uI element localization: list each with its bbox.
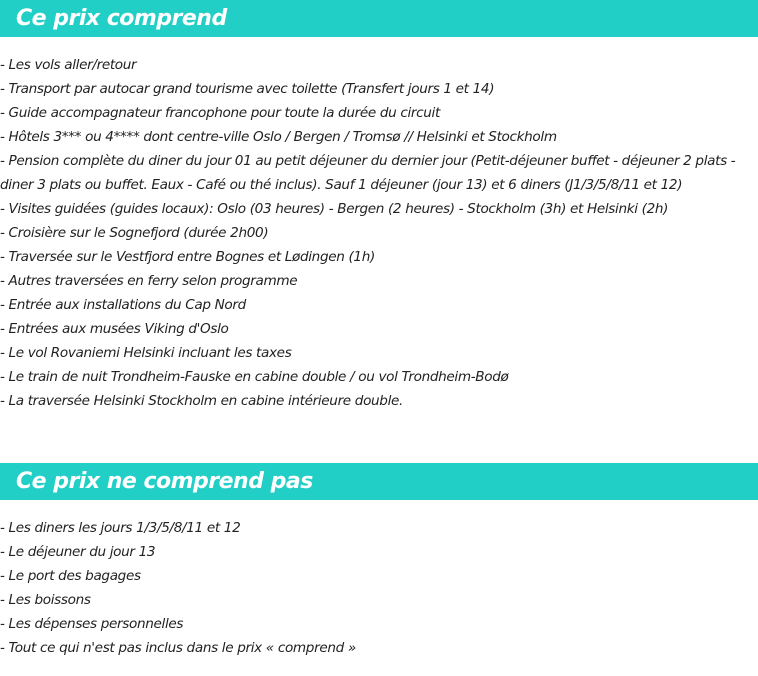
list-item: - Guide accompagnateur francophone pour toute la durée du circuit <box>0 105 440 121</box>
included-section-title: Ce prix comprend <box>0 0 758 37</box>
list-item: - Entrées aux musées Viking d'Oslo <box>0 321 229 337</box>
list-item: - Les vols aller/retour <box>0 57 137 73</box>
list-item: - Entrée aux installations du Cap Nord <box>0 297 246 313</box>
list-item: - Pension complète du diner du jour 01 au petit déjeuner du dernier jour (Petit-déjeuner buffet - déjeuner 2 plats - diner 3 plats ou buffet. Eaux - Café ou thé inclus). Sauf 1 déjeuner (jour 13) et 6 diners (J1/3/5/8/11 et 12) <box>0 153 736 193</box>
list-item: - Les diners les jours 1/3/5/8/11 et 12 <box>0 520 241 536</box>
list-item: - Traversée sur le Vestfjord entre Bognes et Lødingen (1h) <box>0 249 375 265</box>
list-item: - Le train de nuit Trondheim-Fauske en cabine double / ou vol Trondheim-Bodø <box>0 369 509 385</box>
excluded-section-title: Ce prix ne comprend pas <box>0 463 758 500</box>
list-item: - La traversée Helsinki Stockholm en cabine intérieure double. <box>0 393 403 409</box>
list-item: - Les dépenses personnelles <box>0 616 184 632</box>
list-item: - Hôtels 3*** ou 4**** dont centre-ville Oslo / Bergen / Tromsø // Helsinki et Stockholm <box>0 129 557 145</box>
list-item: - Le déjeuner du jour 13 <box>0 544 156 560</box>
list-item: - Transport par autocar grand tourisme avec toilette (Transfert jours 1 et 14) <box>0 81 495 97</box>
list-item: - Visites guidées (guides locaux): Oslo (03 heures) - Bergen (2 heures) - Stockholm (3h) et Helsinki (2h) <box>0 201 669 217</box>
list-item: - Autres traversées en ferry selon programme <box>0 273 298 289</box>
list-item: - Croisière sur le Sognefjord (durée 2h00) <box>0 225 269 241</box>
list-item: - Le port des bagages <box>0 568 141 584</box>
excluded-list <box>0 516 758 660</box>
list-item: - Le vol Rovaniemi Helsinki incluant les taxes <box>0 345 292 361</box>
included-list <box>0 53 758 413</box>
list-item: - Les boissons <box>0 592 91 608</box>
list-item: - Tout ce qui n'est pas inclus dans le prix « comprend » <box>0 640 356 656</box>
